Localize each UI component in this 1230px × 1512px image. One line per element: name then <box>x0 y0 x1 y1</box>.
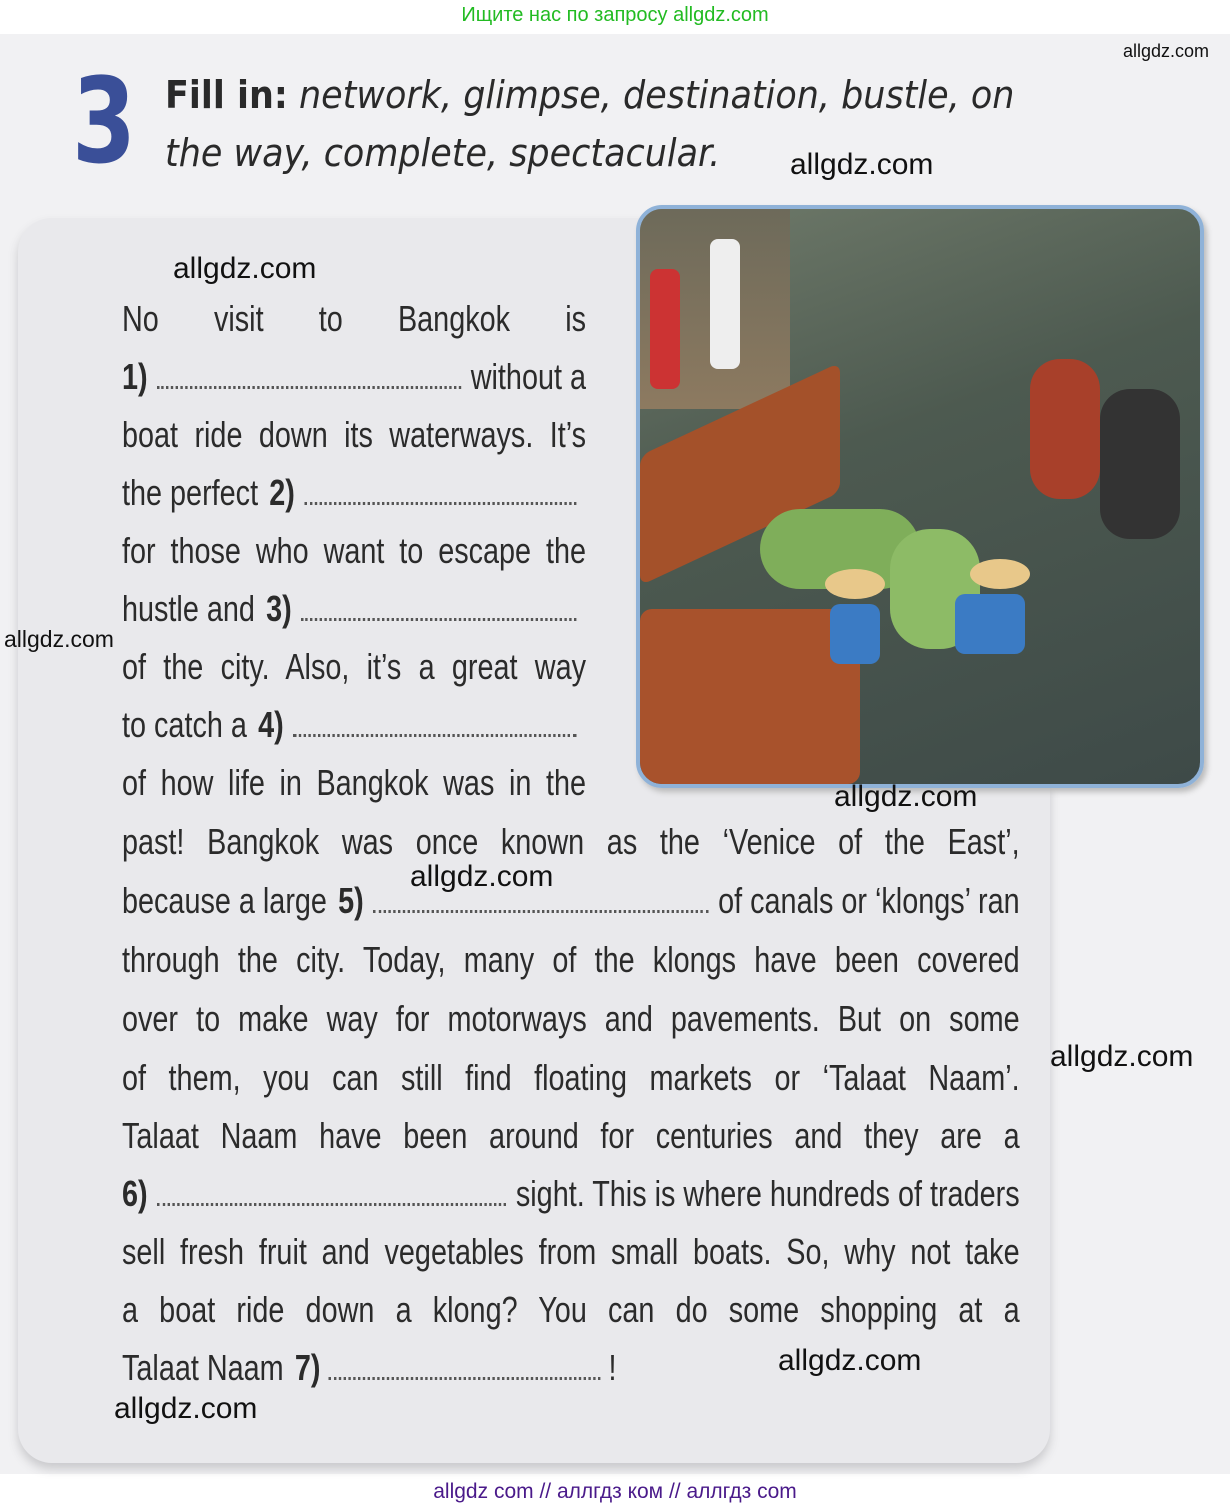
passage-line <box>122 414 586 458</box>
line-text: Talaat Naam <box>122 1347 284 1388</box>
answer-blank[interactable] <box>157 358 461 389</box>
passage-line <box>122 704 586 748</box>
watermark: allgdz.com <box>1123 41 1210 61</box>
instruction-words-2: the way, complete, spectacular. <box>165 131 721 175</box>
line-text: No visit to Bangkok is <box>122 298 586 339</box>
line-text: sight. This is where hundreds of traders <box>515 1173 1020 1214</box>
line-text: because a large <box>122 880 327 921</box>
passage-line <box>122 821 1020 865</box>
gap-number: 2) <box>269 472 295 513</box>
watermark: allgdz.com <box>410 860 554 893</box>
answer-blank[interactable] <box>305 474 577 505</box>
watermark: allgdz.com <box>4 626 114 652</box>
watermark: allgdz.com <box>173 252 317 285</box>
answer-blank[interactable] <box>301 590 576 621</box>
line-text: over to make way for motorways and pavements. But on some <box>122 998 1020 1039</box>
line-text: of how life in Bangkok was in the <box>122 762 586 803</box>
passage-line <box>122 356 586 400</box>
line-text: hustle and <box>122 588 255 629</box>
gap-number: 1) <box>122 356 148 397</box>
watermark: allgdz.com <box>778 1344 922 1377</box>
passage-line <box>122 646 586 690</box>
search-banner[interactable]: Ищите нас по запросу allgdz.com <box>461 4 769 26</box>
answer-blank[interactable] <box>293 706 576 737</box>
passage-line <box>122 472 586 516</box>
line-text: ! <box>608 1347 617 1388</box>
line-text: through the city. Today, many of the klongs have been covered <box>122 939 1020 980</box>
line-text: sell fresh fruit and vegetables from small boats. So, why not take <box>122 1231 1020 1272</box>
watermark: allgdz.com <box>114 1392 258 1425</box>
line-text: of them, you can still find floating markets or ‘Talaat Naam’. <box>122 1057 1020 1098</box>
passage-line <box>122 1231 1020 1275</box>
watermark: allgdz.com <box>790 148 934 181</box>
line-text: a boat ride down a klong? You can do some shopping at a <box>122 1289 1020 1330</box>
passage-line <box>122 880 1020 924</box>
floating-market-photo <box>636 205 1204 788</box>
passage-line <box>122 530 586 574</box>
gap-number: 5) <box>338 880 364 921</box>
watermark: allgdz.com <box>1050 1040 1194 1073</box>
line-text: past! Bangkok was once known as the ‘Venice of the East’, <box>122 821 1020 862</box>
instruction-label: Fill in: <box>165 73 288 117</box>
passage-line <box>122 1173 1020 1217</box>
watermark: allgdz.com <box>834 780 978 813</box>
line-text: for those who want to escape the <box>122 530 586 571</box>
passage-line <box>122 762 586 806</box>
exercise-number: 3 <box>72 52 137 190</box>
gap-number: 7) <box>294 1347 321 1388</box>
line-text: boat ride down its waterways. It’s <box>122 414 586 455</box>
passage-line <box>122 1289 1020 1333</box>
line-text: to catch a <box>122 704 247 745</box>
line-text: the perfect <box>122 472 259 513</box>
gap-number: 3) <box>266 588 292 629</box>
instruction-words-1: network, glimpse, destination, bustle, on <box>298 73 1015 117</box>
line-text: of canals or ‘klongs’ ran <box>718 880 1020 921</box>
passage-line <box>122 1057 1020 1101</box>
passage-line <box>122 588 586 632</box>
line-text: without a <box>470 356 586 397</box>
line-text: Talaat Naam have been around for centuries and they are a <box>122 1115 1020 1156</box>
answer-blank[interactable] <box>157 1175 506 1206</box>
passage-line <box>122 298 586 342</box>
passage-line <box>122 939 1020 983</box>
gap-number: 6) <box>122 1173 148 1214</box>
line-text: of the city. Also, it’s a great way <box>122 646 586 687</box>
gap-number: 4) <box>258 704 284 745</box>
passage-line <box>122 998 1020 1042</box>
footer-watermark: allgdz com // аллгдз ком // аллгдз com <box>433 1480 797 1503</box>
passage-line <box>122 1115 1020 1159</box>
answer-blank[interactable] <box>329 1349 601 1380</box>
